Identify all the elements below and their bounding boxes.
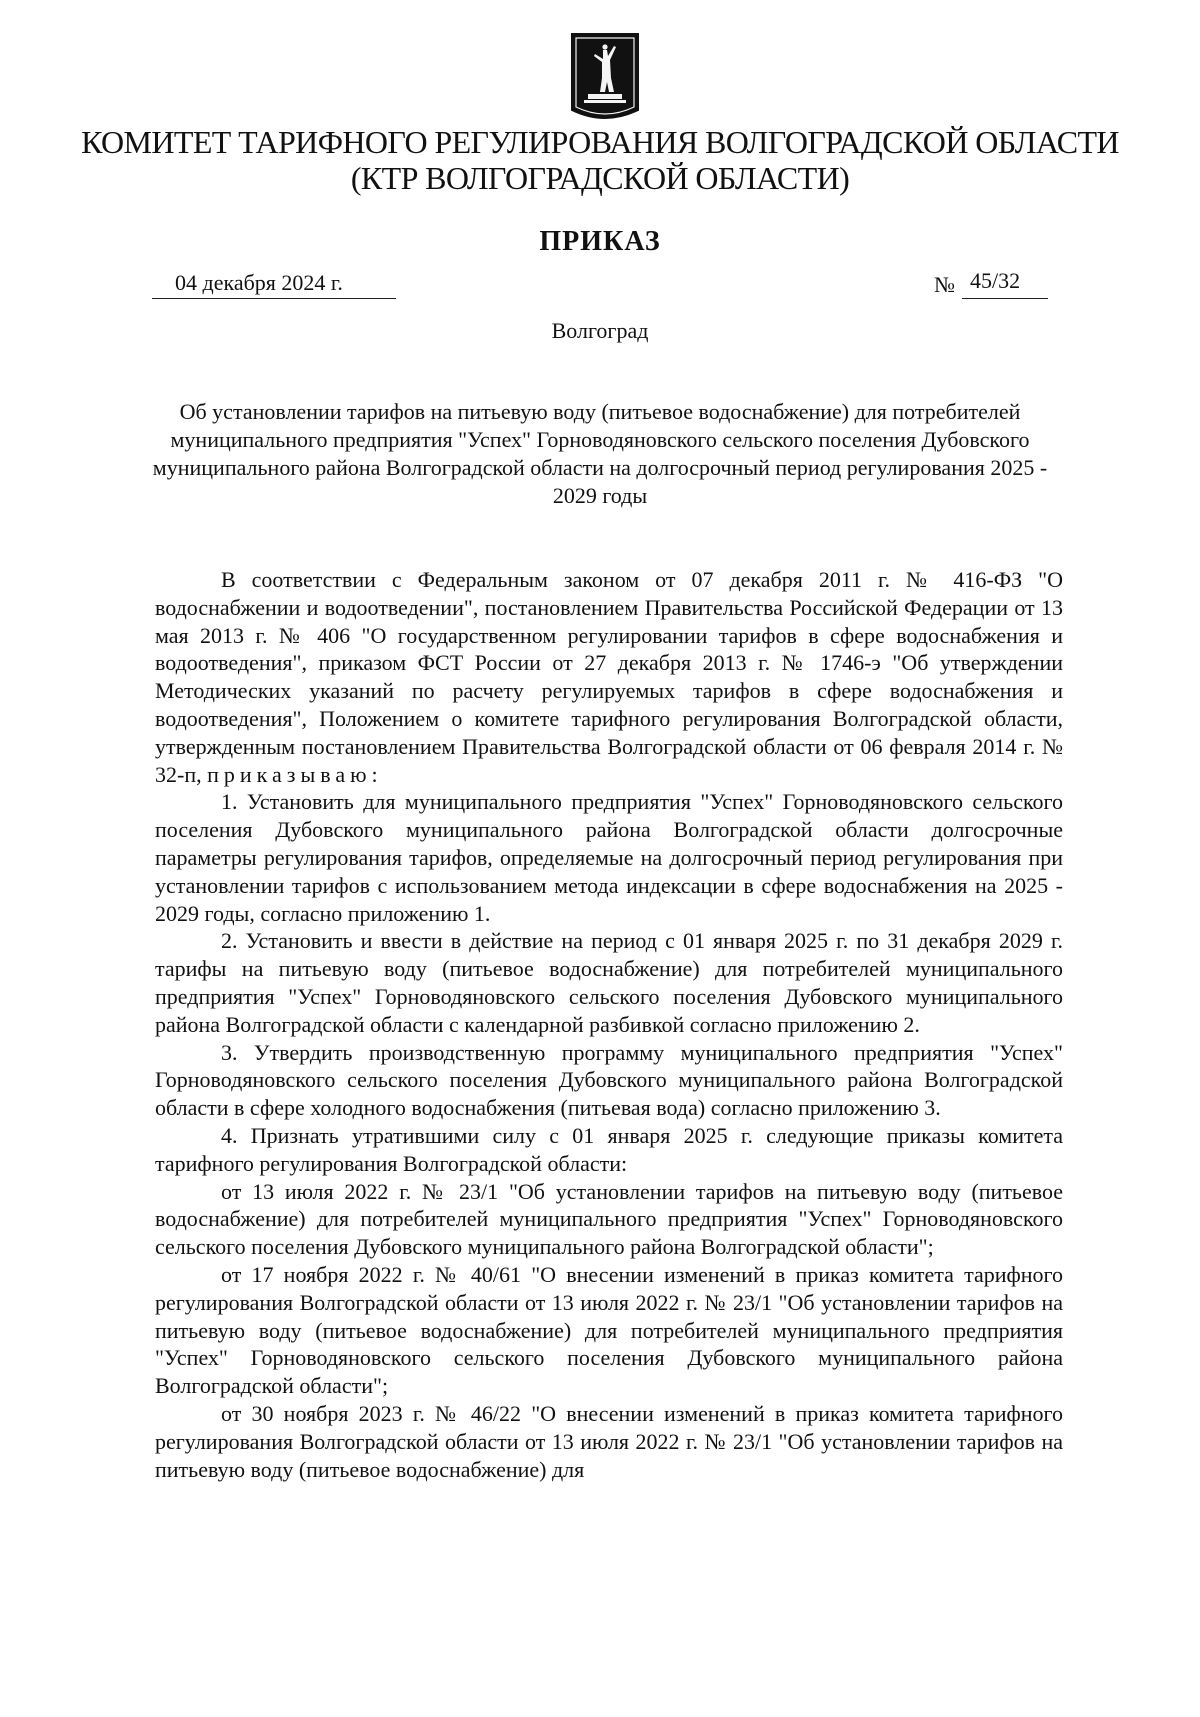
document-city: Волгоград (551, 318, 649, 343)
document-body (155, 566, 1063, 1483)
repealed-order-2: от 17 ноября 2022 г. № 40/61 "О внесении изменений в приказ комитета тарифного регулирования Волгоградской области от 13 июля 2022 г. № 23/1 "Об установлении тарифов на питьевую воду (питьевое водоснабжение) для потребителей муниципального предприятия "Успех" Горноводяновского сельского поселения Дубовского муниципального района Волгоградской области"; (155, 1261, 1063, 1399)
document-type: ПРИКАЗ (539, 226, 661, 257)
repealed-order-1: от 13 июля 2022 г. № 23/1 "Об установлении тарифов на питьевую воду (питьевое водоснабжение) для потребителей муниципального предприятия "Успех" Горноводяновского сельского поселения Дубовского муниципального района Волгоградской области"; (155, 1178, 1063, 1260)
number-sign: № (934, 272, 955, 297)
item-1: 1. Установить для муниципального предприятия "Успех" Горноводяновского сельского поселения Дубовского муниципального района Волгоградской области долгосрочные параметры регулирования тарифов, определяемые на долгосрочный период регулирования при установлении тарифов с использованием метода индексации в сфере водоснабжения на 2025 - 2029 годы, согласно приложению 1. (155, 789, 1063, 926)
org-name: КОМИТЕТ ТАРИФНОГО РЕГУЛИРОВАНИЯ ВОЛГОГРАДСКОЙ ОБЛАСТИ (81, 124, 1119, 160)
preamble-text: В соответствии с Федеральным законом от 07 декабря 2011 г. № 416-ФЗ "О водоснабжении и водоотведении", постановлением Правительства Российской Федерации от 13 мая 2013 г. № 406 "О государственном регулировании тарифов в сфере водоснабжения и водоотведения", приказом ФСТ России от 27 декабря 2013 г. № 1746-э "Об утверждении Методических указаний по расчету регулируемых тарифов в сфере водоснабжения и водоотведения", Положением о комитете тарифного регулирования Волгоградской области, утвержденным постановлением Правительства Волгоградской области от 06 февраля 2014 г. № 32-п, (155, 567, 1063, 787)
item-4: 4. Признать утратившими силу с 01 января 2025 г. следующие приказы комитета тарифного регулирования Волгоградской области: (155, 1122, 1063, 1176)
document-title: Об установлении тарифов на питьевую воду (питьевое водоснабжение) для потребителей муниципального предприятия "Успех" Горноводяновского сельского поселения Дубовского муниципального района Волгоградской области на долгосрочный период регулирования 2025 - 2029 годы (152, 399, 1048, 508)
org-short-name: (КТР ВОЛГОГРАДСКОЙ ОБЛАСТИ) (350, 160, 850, 196)
number-underline (962, 298, 1048, 299)
coat-of-arms-icon (570, 30, 640, 128)
repealed-order-3: от 30 ноября 2023 г. № 46/22 "О внесении изменений в приказ комитета тарифного регулирования Волгоградской области от 13 июля 2022 г. № 23/1 "Об установлении тарифов на питьевую воду (питьевое водоснабжение) для (155, 1400, 1063, 1482)
item-3: 3. Утвердить производственную программу муниципального предприятия "Успех" Горноводяновского сельского поселения Дубовского муниципального района Волгоградской области в сфере холодного водоснабжения (питьевая вода) согласно приложению 3. (155, 1039, 1063, 1121)
preamble-paragraph (155, 566, 1063, 788)
item-2: 2. Установить и ввести в действие на период с 01 января 2025 г. по 31 декабря 2029 г. тарифы на питьевую воду (питьевое водоснабжение) для потребителей муниципального предприятия "Успех" Горноводяновского сельского поселения Дубовского муниципального района Волгоградской области с календарной разбивкой согласно приложению 2. (155, 928, 1063, 1037)
decree-word: приказываю: (207, 761, 383, 787)
date-underline (152, 298, 396, 299)
document-number: 45/32 (970, 268, 1021, 293)
document-date: 04 декабря 2024 г. (175, 270, 343, 295)
